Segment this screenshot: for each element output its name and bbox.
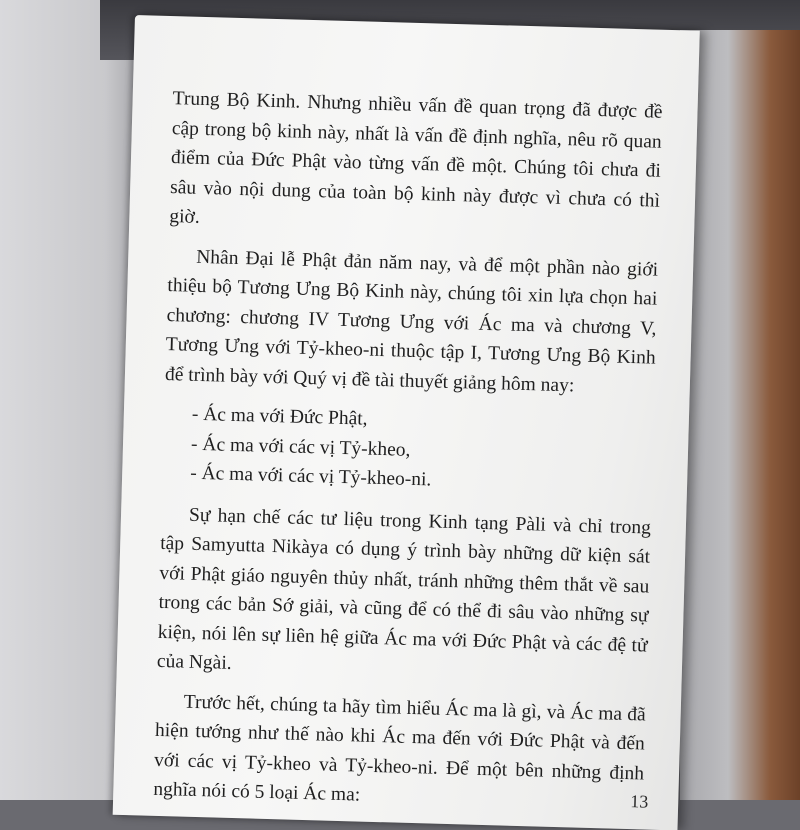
background-right <box>680 30 800 800</box>
page-text <box>153 84 663 828</box>
paragraph-1: Trung Bộ Kinh. Nhưng nhiều vấn đề quan trọng đã được đề cập trong bộ kinh này, nhất là vấn đề định nghĩa, nêu rõ quan điểm của Đức Phật vào từng vấn đề một. Chúng tôi chưa đi sâu vào nội dung của toàn bộ kinh này được vì chưa có thì giờ. <box>169 88 663 228</box>
list-item-3: - Ác ma với các vị Tỷ-kheo-ni. <box>189 462 432 491</box>
topic-list <box>162 399 654 501</box>
paragraph-3: Sự hạn chế các tư liệu trong Kinh tạng Pàli và chỉ trong tập Samyutta Nikàya có dụng ý trình bày những dữ kiện sát với Phật giáo nguyên thủy nhất, tránh những thêm thắt về sau trong các bản Sớ giải, và cũng để có thể đi sâu vào những sự kiện, nói lên sự liên hệ giữa Ác ma với Đức Phật và các đệ tử của Ngài. <box>156 504 652 674</box>
paragraph-2: Nhân Đại lễ Phật đản năm nay, và để một phần nào giới thiệu bộ Tương Ưng Bộ Kinh này, chúng tôi xin lựa chọn hai chương: chương IV Tương Ưng với Ác ma và chương V, Tương Ưng với Tỷ-kheo-ni thuộc tập I, Tương Ưng Bộ Kinh để trình bày với Quý vị đề tài thuyết giảng hôm nay: <box>164 246 659 396</box>
list-item-1: - Ác ma với Đức Phật, <box>191 403 368 430</box>
book-page <box>113 15 700 830</box>
list-item-2: - Ác ma với các vị Tỷ-kheo, <box>190 433 411 461</box>
paragraph-4: Trước hết, chúng ta hãy tìm hiểu Ác ma là gì, và Ác ma đã hiện tướng như thế nào khi Ác ma đến với Đức Phật và đến với các vị Tỷ-kheo và Tỷ-kheo-ni. Để một bên những định nghĩa nói có 5 loại Ác ma: <box>153 691 646 806</box>
page-number: 13 <box>629 791 649 812</box>
